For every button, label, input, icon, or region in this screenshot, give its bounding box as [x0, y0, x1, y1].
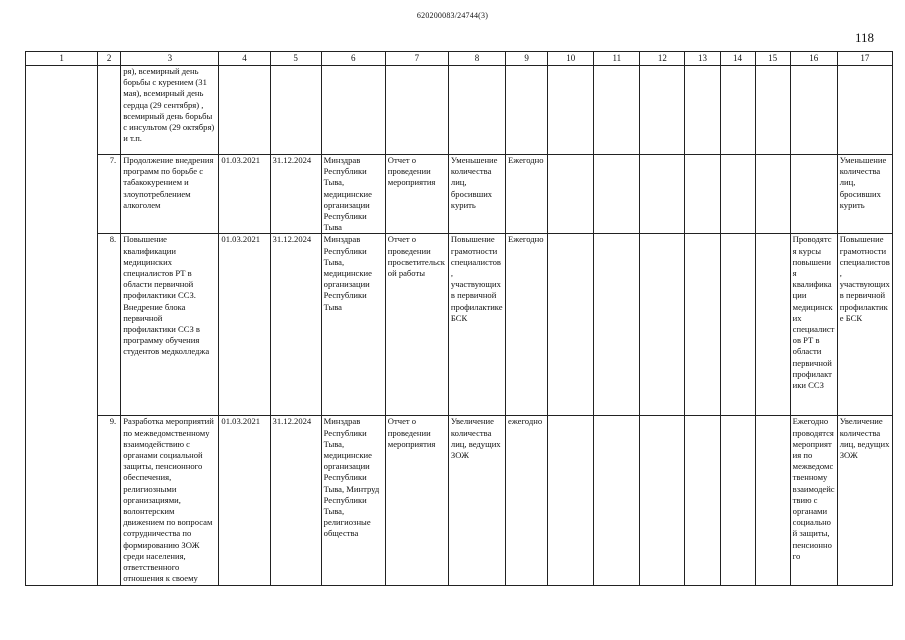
cell-col12: [640, 155, 685, 234]
column-header: 8: [448, 52, 505, 66]
start-date: 01.03.2021: [219, 155, 270, 234]
cell-col17: [837, 66, 892, 155]
result: [385, 66, 448, 155]
column-header: 7: [385, 52, 448, 66]
cell-col17: Увеличение количества лиц, ведущих ЗОЖ: [837, 416, 892, 586]
row-number: 8.: [98, 234, 121, 416]
column-header: 15: [755, 52, 790, 66]
activity-table: [25, 51, 893, 586]
start-date: 01.03.2021: [219, 416, 270, 586]
cell-col12: [640, 416, 685, 586]
document-id: 620200083/24744(3): [416, 11, 489, 20]
cell-col14: [720, 66, 755, 155]
column-header: 6: [321, 52, 385, 66]
activity-name: Продолжение внедрения программ по борьбе с табакокурением и злоупотреблением алкоголем: [121, 155, 219, 234]
column-header: 14: [720, 52, 755, 66]
cell-col11: [594, 416, 640, 586]
column-header: 13: [685, 52, 720, 66]
group-cell: [26, 66, 98, 586]
frequency: Ежегодно: [506, 155, 548, 234]
cell-col13: [685, 234, 720, 416]
cell-col11: [594, 155, 640, 234]
column-header: 9: [506, 52, 548, 66]
responsible: Минздрав Республики Тыва, медицинские организации Республики Тыва, Минтруд Республики Тыва, религиозные общества: [321, 416, 385, 586]
cell-col17: Повышение грамотности специалистов, участвующих в первичной профилактике БСК: [837, 234, 892, 416]
column-header: 12: [640, 52, 685, 66]
activity-name: Повышение квалификации медицинских специалистов РТ в области первичной профилактики ССЗ. Внедрение блока первичной профилактики ССЗ в программу обучения студентов медколледжа: [121, 234, 219, 416]
cell-col10: [548, 416, 594, 586]
end-date: 31.12.2024: [270, 416, 321, 586]
start-date: [219, 66, 270, 155]
column-header: 4: [219, 52, 270, 66]
cell-col10: [548, 66, 594, 155]
column-header: 11: [594, 52, 640, 66]
cell-col10: [548, 155, 594, 234]
result: Отчет о проведении мероприятия: [385, 155, 448, 234]
cell-col15: [755, 66, 790, 155]
activity-name: Разработка мероприятий по межведомственному взаимодействию с органами социальной защиты, пенсионного обеспечения, религиозными организациями, волонтерским движением по вопросам сотрудничества по формированию ЗОЖ среди населения, ответственного отношения к своему: [121, 416, 219, 586]
end-date: [270, 66, 321, 155]
column-number-row: [26, 52, 893, 66]
column-header: 3: [121, 52, 219, 66]
table-row: [26, 234, 893, 416]
cell-col15: [755, 234, 790, 416]
cell-col15: [755, 155, 790, 234]
cell-col14: [720, 155, 755, 234]
end-date: 31.12.2024: [270, 155, 321, 234]
start-date: 01.03.2021: [219, 234, 270, 416]
column-header: 2: [98, 52, 121, 66]
cell-col11: [594, 234, 640, 416]
cell-col10: [548, 234, 594, 416]
table-row: [26, 416, 893, 586]
cell-col14: [720, 416, 755, 586]
responsible: Минздрав Республики Тыва, медицинские организации Республики Тыва: [321, 234, 385, 416]
cell-col16: Проводятся курсы повышения квалификации медицинских специалистов РТ в области первичной профилактики ССЗ: [790, 234, 837, 416]
table-row: [26, 66, 893, 155]
column-header: 10: [548, 52, 594, 66]
frequency: ежегодно: [506, 416, 548, 586]
indicator: Увеличение количества лиц, ведущих ЗОЖ: [448, 416, 505, 586]
cell-col14: [720, 234, 755, 416]
cell-col12: [640, 66, 685, 155]
activity-name: ря), всемирный день борьбы с курением (31 мая), всемирный день сердца (29 сентября) , всемирный день борьбы с инсультом (29 октября) и т.п.: [121, 66, 219, 155]
indicator: Уменьшение количества лиц, бросивших курить: [448, 155, 505, 234]
frequency: [506, 66, 548, 155]
cell-col13: [685, 416, 720, 586]
column-header: 1: [26, 52, 98, 66]
indicator: Повышение грамотности специалистов, участвующих в первичной профилактике БСК: [448, 234, 505, 416]
row-number: 9.: [98, 416, 121, 586]
end-date: 31.12.2024: [270, 234, 321, 416]
row-number: [98, 66, 121, 155]
row-number: 7.: [98, 155, 121, 234]
cell-col13: [685, 66, 720, 155]
cell-col16: [790, 155, 837, 234]
result: Отчет о проведении мероприятия: [385, 416, 448, 586]
page-number: 118: [855, 30, 875, 45]
cell-col13: [685, 155, 720, 234]
column-header: 16: [790, 52, 837, 66]
responsible: Минздрав Республики Тыва, медицинские организации Республики Тыва: [321, 155, 385, 234]
cell-col11: [594, 66, 640, 155]
cell-col17: Уменьшение количества лиц, бросивших курить: [837, 155, 892, 234]
column-header: 5: [270, 52, 321, 66]
frequency: Ежегодно: [506, 234, 548, 416]
responsible: [321, 66, 385, 155]
cell-col12: [640, 234, 685, 416]
cell-col16: [790, 66, 837, 155]
result: Отчет о проведении просветительской работы: [385, 234, 448, 416]
table-row: [26, 155, 893, 234]
column-header: 17: [837, 52, 892, 66]
cell-col16: Ежегодно проводятся мероприятия по межведомственному взаимодействию с органами социальной защиты, пенсионного: [790, 416, 837, 586]
cell-col15: [755, 416, 790, 586]
indicator: [448, 66, 505, 155]
